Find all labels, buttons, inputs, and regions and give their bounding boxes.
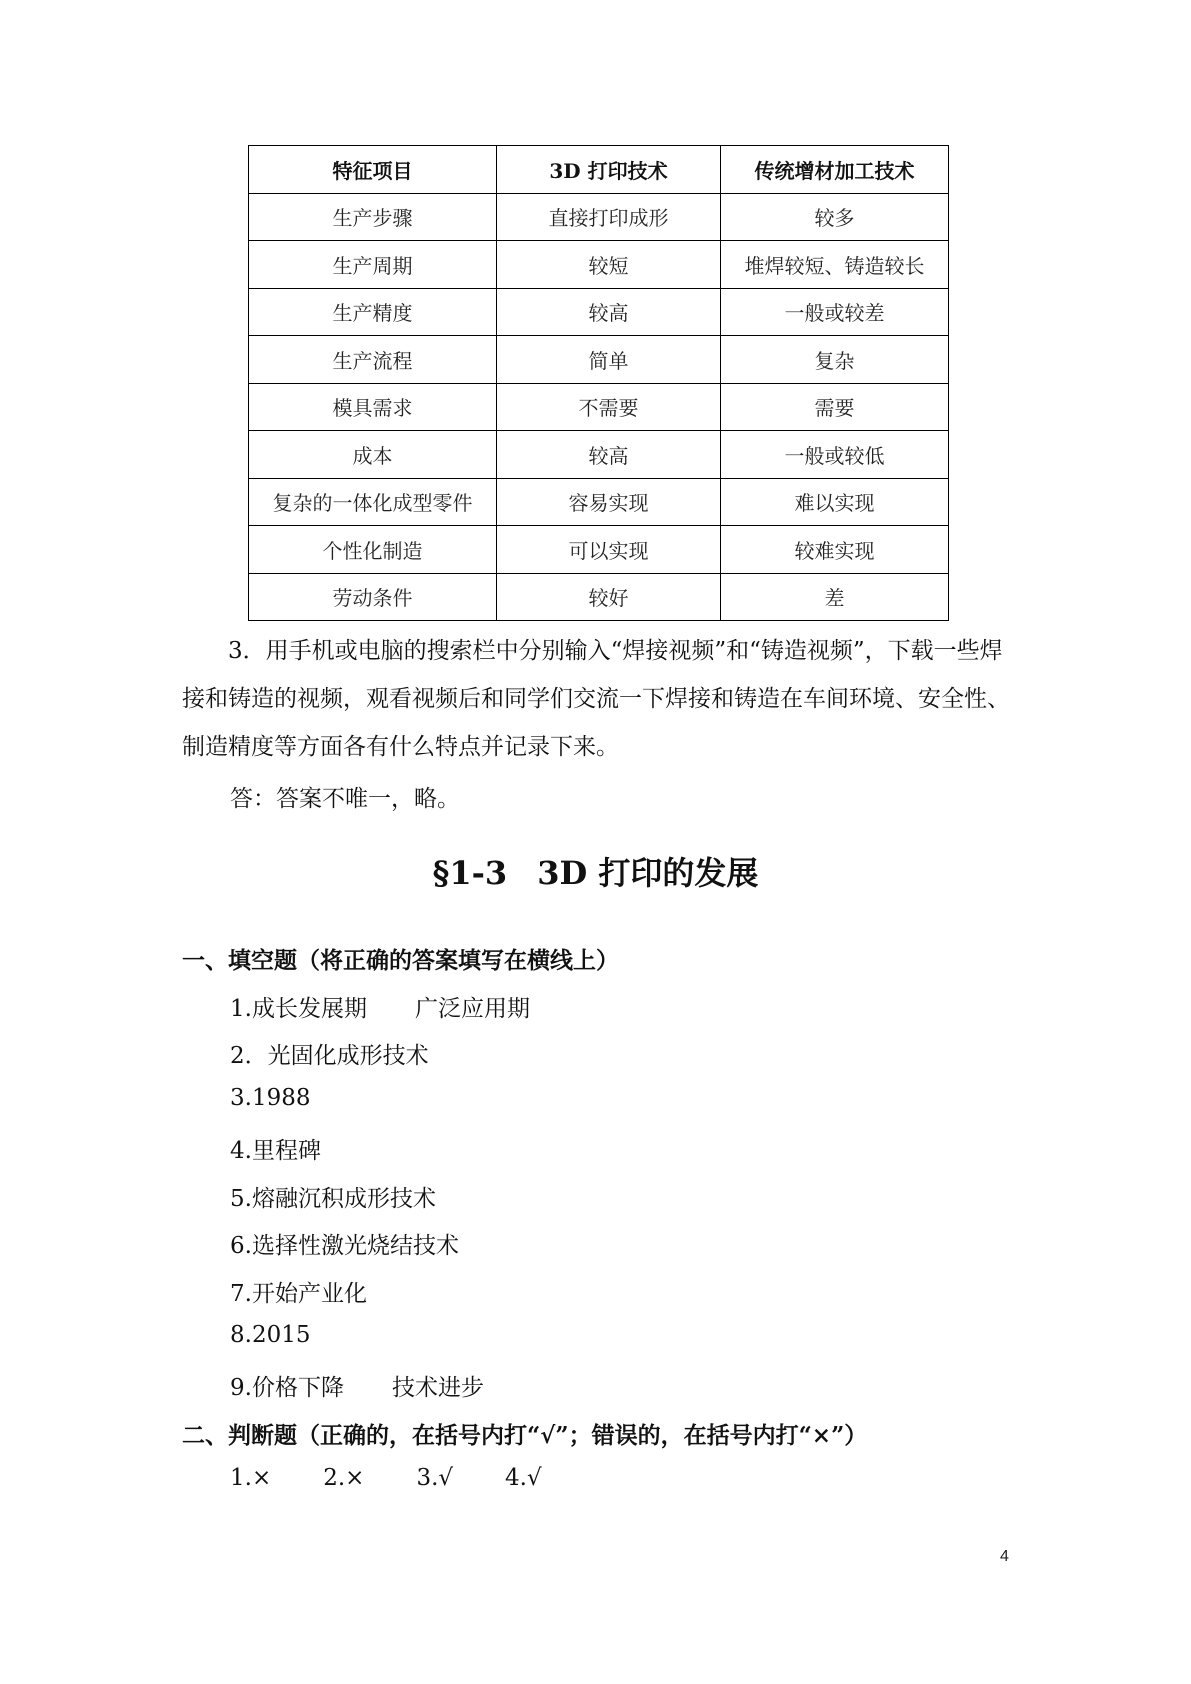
- table-cell: 生产周期: [249, 241, 497, 289]
- table-cell: 复杂: [721, 336, 949, 384]
- table-cell: 较高: [497, 431, 721, 479]
- list-item: 9.价格下降 技术进步: [230, 1375, 484, 1401]
- comparison-table: [248, 145, 949, 621]
- list-item: 2．光固化成形技术: [230, 1043, 429, 1069]
- list-item: 1.成长发展期 广泛应用期: [230, 996, 530, 1022]
- page-number: 4: [1000, 1548, 1009, 1565]
- table-cell: 较短: [497, 241, 721, 289]
- table-cell: 生产步骤: [249, 193, 497, 241]
- header-3d-printing: 3D 打印技术: [497, 146, 721, 194]
- table-row: [249, 241, 949, 289]
- table-cell: 生产精度: [249, 288, 497, 336]
- answer-item: 2.×: [323, 1465, 365, 1491]
- table-cell: 较多: [721, 193, 949, 241]
- table-cell: 不需要: [497, 383, 721, 431]
- table-row: [249, 526, 949, 574]
- list-item: 8.2015: [230, 1322, 311, 1348]
- section-title: [0, 848, 1191, 894]
- table-cell: 较好: [497, 573, 721, 621]
- list-item: 7.开始产业化: [230, 1281, 367, 1307]
- list-item: 5.熔融沉积成形技术: [230, 1186, 436, 1212]
- table-cell: 直接打印成形: [497, 193, 721, 241]
- table-row: [249, 383, 949, 431]
- list-item: 6.选择性激光烧结技术: [230, 1233, 459, 1259]
- table-cell: 个性化制造: [249, 526, 497, 574]
- table-cell: 需要: [721, 383, 949, 431]
- table-cell: 容易实现: [497, 478, 721, 526]
- table-cell: 模具需求: [249, 383, 497, 431]
- table-row: [249, 336, 949, 384]
- table-cell: 堆焊较短、铸造较长: [721, 241, 949, 289]
- table-cell: 较难实现: [721, 526, 949, 574]
- section-number: §1-3: [432, 854, 508, 892]
- table-header-row: [249, 146, 949, 194]
- table-row: [249, 288, 949, 336]
- table-cell: 简单: [497, 336, 721, 384]
- answer-item: 4.√: [505, 1465, 542, 1491]
- table-cell: 差: [721, 573, 949, 621]
- header-traditional: 传统增材加工技术: [721, 146, 949, 194]
- table-cell: 成本: [249, 431, 497, 479]
- question-3-answer: 答：答案不唯一，略。: [230, 786, 460, 812]
- table-row: [249, 431, 949, 479]
- table-cell: 一般或较差: [721, 288, 949, 336]
- list-item: 3.1988: [230, 1085, 311, 1111]
- question-3: [182, 627, 1018, 771]
- question-3-text: 3．用手机或电脑的搜索栏中分别输入“焊接视频”和“铸造视频”，下载一些焊接和铸造的视频，观看视频后和同学们交流一下焊接和铸造在车间环境、安全性、制造精度等方面各有什么特点并记录下来。: [182, 638, 1010, 760]
- table-row: [249, 478, 949, 526]
- table-cell: 难以实现: [721, 478, 949, 526]
- header-feature: 特征项目: [249, 146, 497, 194]
- section-name: 3D 打印的发展: [537, 854, 759, 892]
- list-item: 4.里程碑: [230, 1138, 321, 1164]
- table-row: [249, 573, 949, 621]
- table-cell: 可以实现: [497, 526, 721, 574]
- table-cell: 复杂的一体化成型零件: [249, 478, 497, 526]
- true-false-heading: 二、判断题（正确的，在括号内打“√”；错误的，在括号内打“×”）: [182, 1422, 868, 1449]
- table-row: [249, 193, 949, 241]
- table-cell: 一般或较低: [721, 431, 949, 479]
- answer-item: 3.√: [416, 1465, 454, 1491]
- answer-item: 1.×: [230, 1465, 272, 1491]
- table-cell: 生产流程: [249, 336, 497, 384]
- fill-in-heading: 一、填空题（将正确的答案填写在横线上）: [182, 947, 619, 974]
- table-cell: 劳动条件: [249, 573, 497, 621]
- true-false-answers: [230, 1465, 542, 1491]
- table-cell: 较高: [497, 288, 721, 336]
